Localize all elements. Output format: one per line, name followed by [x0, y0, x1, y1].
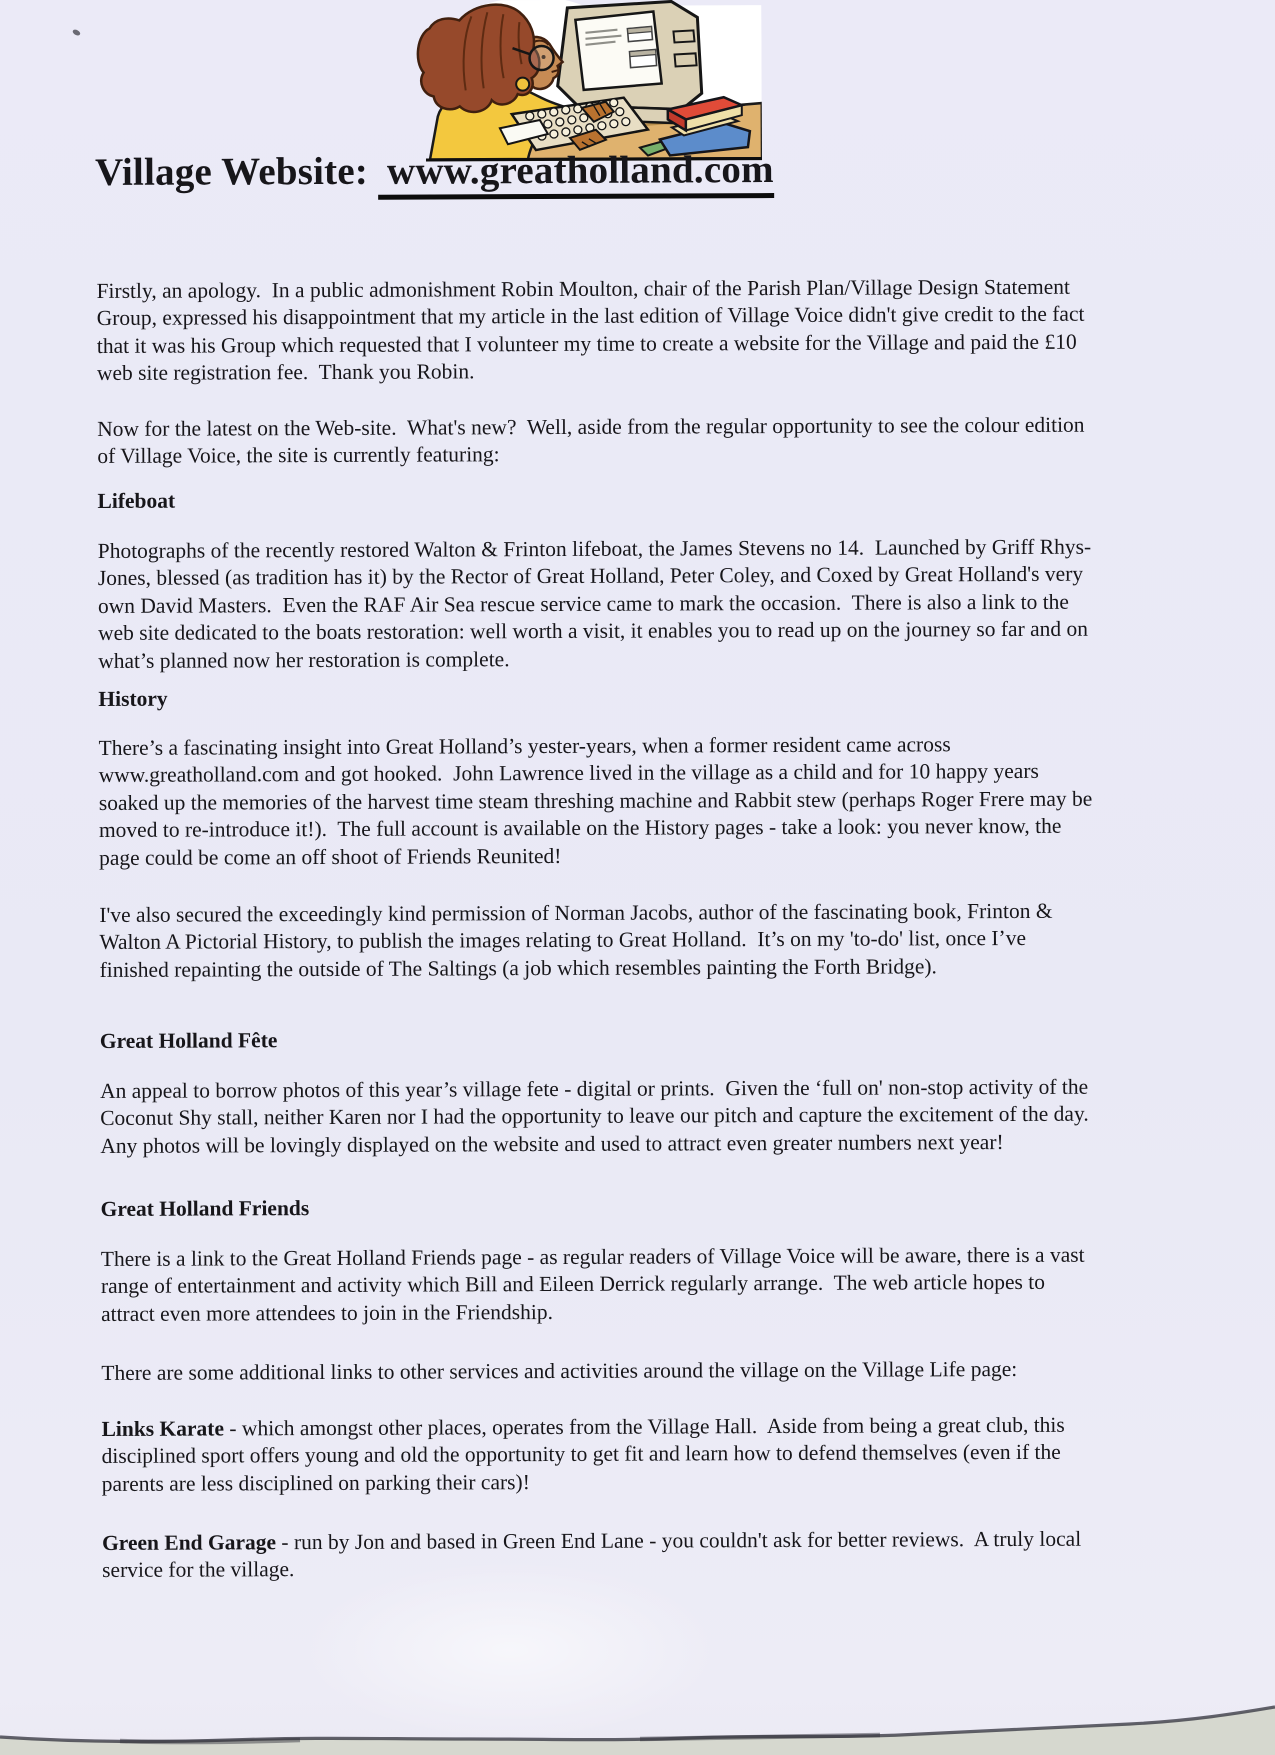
friends-paragraph: There is a link to the Great Holland Friends page - as regular readers of Village Voice will be aware, there is a vast range of entertainment and activity which Bill and Eileen Derrick regularly arrange. The web article hopes to attract even more attendees to join in the Friendship.: [100, 1242, 1091, 1326]
links-karate-text: - which amongst other places, operates from the Village Hall. Aside from being a great club, this disciplined sport offers young and old the opportunity to get fit and learn how to defend themselves (even if the parents are less disciplined on parking their cars)!: [101, 1412, 1071, 1496]
green-end-garage-lead: Green End Garage: [101, 1529, 277, 1555]
history-paragraph: There’s a fascinating insight into Great Holland’s yester-years, when a former resident came across www.greatholland.com and got hooked. John Lawrence lived in the village as a child and for 10 happy years soaked up the memories of the harvest time steam threshing machine and Rabbit stew (perhaps Roger Frere may be moved to re-introduce it!). The full account is available on the History pages - take a look: you never know, the page could be come an off shoot of Friends Reunited!: [98, 731, 1098, 870]
village-life-paragraph: There are some additional links to other services and activities around the village on the Village Life page:: [101, 1356, 1018, 1385]
lifeboat-paragraph: Photographs of the recently restored Walton & Frinton lifeboat, the James Stevens no 14. Launched by Griff Rhys-Jones, blessed (as tradition has it) by the Rector of Great Holland, Peter Coley, and Coxed by Great Holland's very own David Masters. Even the RAF Air Sea rescue service came to mark the occasion. There is also a link to the web site dedicated to the boats restoration: well worth a visit, it enables you to read up on the journey so far and on what’s planned now her restoration is complete.: [97, 534, 1094, 673]
section-heading-friends: Great Holland Friends: [100, 1196, 310, 1221]
apology-paragraph: Firstly, an apology. In a public admonishment Robin Moulton, chair of the Parish Plan/Village Design Statement Group, expressed his disappointment that my article in the last edition of Village Voice didn't give credit to the fact that it was his Group which requested that I volunteer my time to create a website for the Village and paid the £10 web site registration fee. Thank you Robin.: [96, 274, 1090, 386]
page-title: [95, 147, 774, 195]
section-heading-lifeboat: Lifeboat: [97, 488, 176, 513]
glasses-icon: [530, 46, 554, 70]
history-paragraph-2: I've also secured the exceedingly kind permission of Norman Jacobs, author of the fascinating book, Frinton & Walton A Pictorial History, to publish the images relating to Great Holland. It’s on my 'to-do' list, once I’ve finished repainting the outside of The Saltings (a job which resembles painting the Forth Bridge).: [99, 898, 1058, 982]
earring-icon: [516, 78, 529, 91]
fete-paragraph: An appeal to borrow photos of this year’s village fete - digital or prints. Given the ‘full on' non-stop activity of the Coconut Shy stall, neither Karen nor I had the opportunity to leave our pitch and capture the excitement of the day. Any photos will be lovingly displayed on the website and used to attract even greater numbers next year!: [100, 1074, 1099, 1158]
links-karate-paragraph: [101, 1411, 1096, 1498]
green-end-garage-text: - run by Jon and based in Green End Lane - you couldn't ask for better reviews. A truly local service for the village.: [102, 1526, 1087, 1583]
scan-dust-speck: [72, 28, 81, 36]
section-heading-fete: Great Holland Fête: [99, 1028, 278, 1053]
title-prefix: Village Website:: [94, 149, 379, 194]
section-heading-history: History: [98, 686, 168, 711]
links-karate-lead: Links Karate: [101, 1415, 225, 1441]
scanner-background: [0, 1707, 1275, 1755]
scanner-edge: [0, 1695, 1275, 1755]
latest-paragraph: Now for the latest on the Web-site. What's new? Well, aside from the regular opportunity to see the colour edition of Village Voice, the site is currently featuring:: [97, 412, 1090, 469]
woman-at-computer-illustration: [371, 0, 762, 167]
website-url: www.greatholland.com: [378, 148, 774, 200]
